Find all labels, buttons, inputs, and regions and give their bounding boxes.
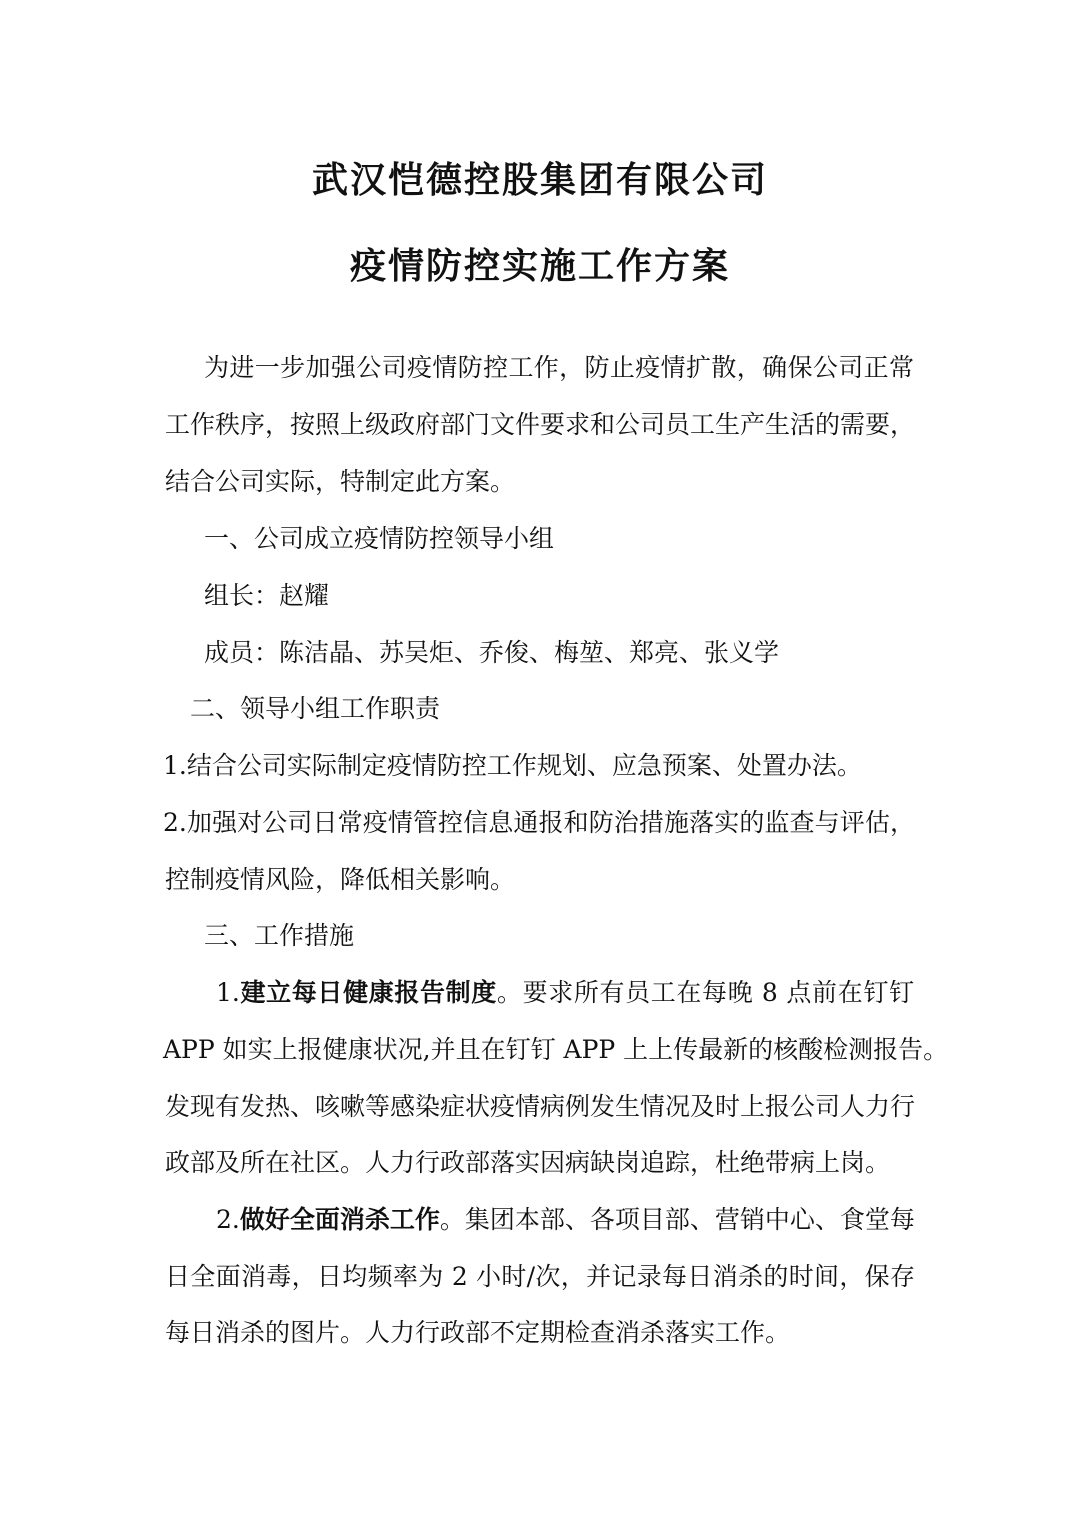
measure-1-title: 建立每日健康报告制度 — [239, 978, 497, 1007]
measure-2-line-2: 日全面消毒，日均频率为 2 小时/次，并记录每日消杀的时间，保存 — [165, 1262, 915, 1291]
measure-2-line-1 — [216, 1205, 914, 1235]
document-title-plan: 疫情防控实施工作方案 — [349, 246, 730, 287]
measure-1-line-3: 发现有发热、咳嗽等感染症状疫情病例发生情况及时上报公司人力行 — [165, 1092, 916, 1121]
intro-line-2: 工作秩序，按照上级政府部门文件要求和公司员工生产生活的需要， — [165, 410, 916, 439]
section-2-heading: 二、领导小组工作职责 — [190, 694, 441, 723]
measure-1-line-4: 政部及所在社区。人力行政部落实因病缺岗追踪，杜绝带病上岗。 — [165, 1148, 891, 1177]
intro-line-1: 为进一步加强公司疫情防控工作，防止疫情扩散，确保公司正常 — [204, 353, 914, 382]
duty-item-2-line-1: 2.加强对公司日常疫情管控信息通报和防治措施落实的监查与评估， — [163, 808, 915, 837]
intro-line-3: 结合公司实际，特制定此方案。 — [165, 467, 516, 496]
document-title-company: 武汉恺德控股集团有限公司 — [311, 160, 768, 201]
measure-1-text: 。要求所有员工在每晚 8 点前在钉钉 — [496, 978, 914, 1007]
duty-item-1: 1.结合公司实际制定疫情防控工作规划、应急预案、处置办法。 — [163, 751, 862, 780]
measure-2-title: 做好全面消杀工作 — [239, 1205, 440, 1234]
section-1-heading: 一、公司成立疫情防控领导小组 — [204, 524, 555, 553]
measure-1-number: 1. — [216, 978, 240, 1007]
measure-1-line-1 — [216, 978, 914, 1008]
duty-item-2-line-2: 控制疫情风险，降低相关影响。 — [165, 865, 516, 894]
measure-2-text: 。集团本部、各项目部、营销中心、食堂每 — [439, 1205, 915, 1234]
measure-2-line-3: 每日消杀的图片。人力行政部不定期检查消杀落实工作。 — [165, 1318, 791, 1347]
group-leader: 组长：赵耀 — [204, 581, 330, 610]
measure-1-line-2: APP 如实上报健康状况,并且在钉钉 APP 上上传最新的核酸检测报告。 — [163, 1035, 949, 1064]
section-3-heading: 三、工作措施 — [204, 921, 355, 950]
measure-2-number: 2. — [216, 1205, 240, 1234]
group-members: 成员：陈洁晶、苏吴炬、乔俊、梅堃、郑亮、张义学 — [204, 638, 780, 667]
